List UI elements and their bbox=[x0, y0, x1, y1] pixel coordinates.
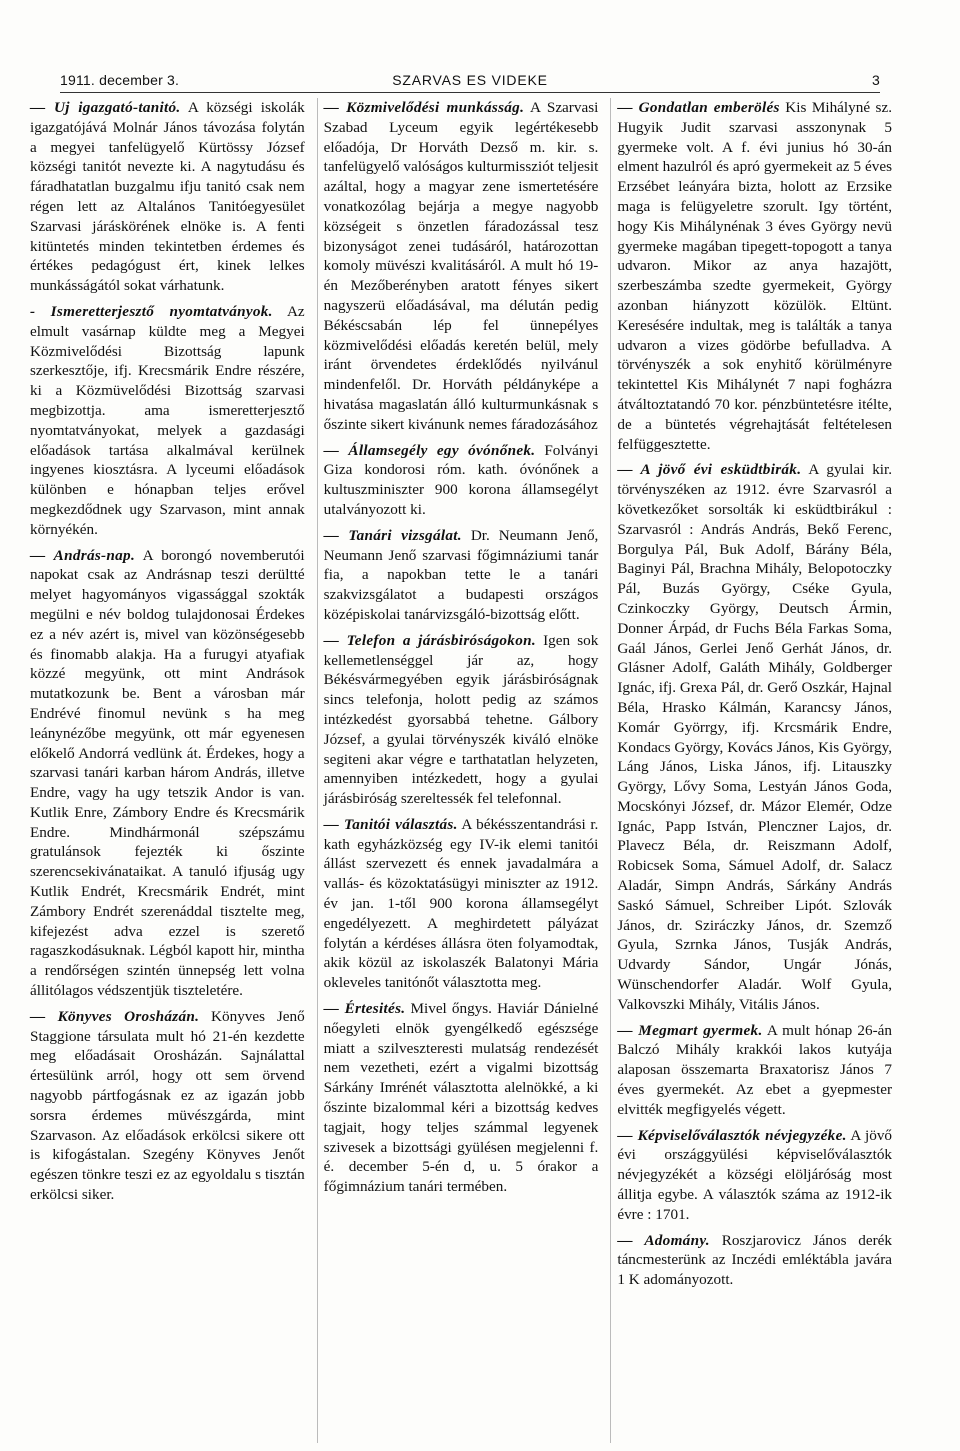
article bbox=[324, 631, 599, 809]
article bbox=[324, 815, 599, 993]
article bbox=[324, 441, 599, 520]
article-headline: — András-nap. bbox=[30, 546, 136, 564]
article-headline: — Államsegély egy óvónőnek. bbox=[323, 441, 536, 459]
page-header bbox=[60, 68, 880, 93]
article-headline: — A jövő évi esküdtbirák. bbox=[617, 461, 802, 479]
article-body: Az elmult vasárnap küldte meg a Megyei Közmivelődési Bizottság lapunk szerkesztője, ifj. Krecsmárik Endre részére, ki a Közmüvelődési Bizottság szarvasi megbizottja. ama ismeretterjesztő nyomtatványokat, melyek a gazdasági előadások tartása alkalmával kerülnek ingyenes kiosztásra. A lyceumi előadások különben e hónapban teljes erővel megkezdődnek ugy Szarvason, mint annak környékén. bbox=[30, 302, 305, 538]
article-headline: — Adomány. bbox=[617, 1231, 710, 1249]
article bbox=[30, 1007, 305, 1205]
page-number: 3 bbox=[872, 72, 880, 88]
article bbox=[617, 98, 892, 454]
article-body: A borongó novemberutói napokat csak az Andrásnap teszi derültté melyet hagyományos vigassággal szokták megülni e név boldog tulajdonosai Érdekes ez a név azért is, mivel van közönségesebb és finomabb alakja. Ha a furugyi atyafiak közzé megyünk, ott mint Andrások mutatkozunk be. Bent a városban már Endrévé finomul nevünk s ha meg leánynézőbe megyünk, ott már egyenesen előkelő Andorrá vedlünk át. Érdekes, hogy a szarvasi tanári karban három András, illetve Endre, vagy ha ugy tetszik Andor is van. Kutlik Enre, Zámbory Endre és Krecsmárik Endre. Mindhármonál szépszámu gratulánsok fejezték ki őszinte szerencsekivánataikat. A tanuló ifjuság ugy Kutlik Endrét, Krecsmárik Endrét, mint Zámbory Endrét szerenáddal tisztelte meg, kifejezést adva ezzel is szerető ragaszkodásuknak. Légból kapott hir, mintha a rendőrségen szintén ünnepség lett volna állitólagos védszentjük tiszteletére. bbox=[30, 546, 305, 1000]
publication-title: SZARVAS ES VIDEKE bbox=[392, 72, 548, 88]
article-columns bbox=[30, 98, 892, 1443]
column-2 bbox=[317, 98, 599, 1443]
article-body: A községi iskolák igazgatójává Molnár János távozása folytán a megyei tanfelügyelő Kürtössy József községi tanitót nevezte ki. A nagytudásu és fáradhatatlan buzgalmu ifju tanitó csak nem régen lett az Altalános Tanitóegyesület Szarvasi járáskörének elnöke is. A fenti kitüntetés minden tekintetben érdemes és értékes pedagógust ért, kinek lelkes munkásságától sokat várhatunk. bbox=[30, 99, 305, 295]
article bbox=[617, 1126, 892, 1225]
article-headline: — Könyves Orosházán. bbox=[30, 1007, 200, 1025]
article-body: Kis Mihályné sz. Hugyik Judit szarvasi asszonynak 5 gyermeke volt. A f. évi junius hó 30-án elment hazulról és apró gyermekeit az 5 éves Erzsébet leányára bizta, holott az Erzsike maga is felügyeletre szorult. Igy történt, hogy Kis Mihálynénak 3 éves György nevü gyermeke magában tipegett-topogott a tanya udvaron. Mikor az anya hazajött, szerbeszámba szedte gyermekeit, György azonban hiányzott közülök. Eltünt. Keresésére indultak, meg is találták a tanya udvaron a vizes gödörbe befulladva. A törvényszék a sok enyhitő körülményre tekintettel Kis Mihálynét 7 napi fogházra átváltoztatandó 70 kor. pénzbüntetésre itélte, de a büntetés végrehajtását feltételesen felfüggesztette. bbox=[617, 99, 893, 453]
article-headline: — Telefon a járásbiróságokon. bbox=[323, 631, 536, 649]
article-body: Roszjarovicz János derék táncmesterünk az Inczédi emléktábla javára 1 K adományozott. bbox=[617, 1231, 893, 1289]
issue-date: 1911. december 3. bbox=[60, 72, 180, 88]
article-headline: — Közmivelődési munkásság. bbox=[323, 99, 525, 116]
article bbox=[617, 1021, 892, 1120]
column-1 bbox=[30, 98, 305, 1443]
article bbox=[617, 460, 892, 1014]
article-headline: — Képviselőválasztók névjegyzéke. bbox=[617, 1126, 847, 1144]
article-body: A Szarvasi Szabad Lyceum egyik legértékesebb előadója, Dr Horváth Dezső m. kir. s. tanfelügyelő valóságos kulturmissziót teljesit azáltal, hogy a magyar zene ismertetésére vonatkozólag bejárja a megye nagyobb községeit s önzetlen fáradozással tesz bizonyságot zenei tudásáról, határozottan komoly müvészi kvalitásáról. A mult hó 19-én Mezőberényben aratott fényes sikert nagyszerü előadásával, ma délután pedig Békéscsabán lép fel ünnepélyes közmivelődési előadás keretén belül, mely iránt örvendetes érdeklődés nyilvánul mindenfelől. Dr. Horváth példányképe a hivatása magaslatán álló kulturmunkásnak s őszinte sikert kivánunk nemes fáradozásához bbox=[323, 99, 599, 433]
article-body: Dr. Neumann Jenő, Neumann Jenő szarvasi főgimnáziumi tanár fia, a napokban tette le a tanári szakvizsgálatot a budapesti országos középiskolai tanárvizsgáló-bizottság előtt. bbox=[323, 526, 599, 623]
article-headline: — Tanitói választás. bbox=[323, 815, 458, 833]
article-body: A gyulai kir. törvényszéken az 1912. évre Szarvasról a következőket sorsolták ki esküdtbirákul : Szarvasról : András András, Bekő Ferenc, Borgulya Pál, Buk Adolf, Bárány Béla, Baginyi Pál, Brachna Mihály, Belopotoczky Pál, Buzás György, Cséke Gyula, Czinkoczky György, Deutsch Ármin, Donner Árpád, dr Fuchs Béla Farkas Soma, Gaál János, Gerlei Jenő Gerhát János, dr. Glásner Adolf, Galáth Mihály, Goldberger Ignác, ifj. Grexa Pál, dr. Gerő Oszkár, Hajnal Béla, Hrasko Kálmán, Karancsy János, Komár Györrgy, ifj. Krcsmárik Endre, Kondacs György, Kovács János, Kis György, Láng János, Liska János, ifj. Litauszky György, Lővy Soma, Lestyán János Goda, Mocskónyi József, dr. Mázor Elemér, Odze Ignác, Papp István, Plenczner Lajos, dr. Plavecz Béla, dr. Reiszmann Adolf, Robicsek Soma, Sámuel Adolf, dr. Salacz Aladár, Simpn András, Sárkány András Saskó Sámuel, Schreiber Lipót. Szlovák János, dr. Sziráczky János, dr. Szemző Gyula, Szrnka János, Tusják András, Udvardy Sándor, Ungár Jónás, Wünschendorfer Aladár. Wolf Gyula, Valkovszki Mihály, Vitális János. bbox=[617, 461, 893, 1013]
article bbox=[30, 98, 305, 296]
article bbox=[30, 546, 305, 1001]
article-headline: — Tanári vizsgálat. bbox=[323, 526, 462, 544]
article-body: Igen sok kellemetlenséggel jár az, hogy Békésvármegyében egyik járásbiróságnak sincs telefonja, holott pedig az számos intézkedést gyorsabbá tehetne. Gálbory József, a gyulai törvényszék kiváló elnöke segiteni akar végre e tarthatatlan helyzeten, amennyiben intézkedett, hogy a gyulai járásbiróság szereltessék fel telefonnal. bbox=[323, 631, 599, 808]
article bbox=[324, 999, 599, 1197]
article-body: Folványi Giza kondorosi róm. kath. óvónőnek a kultuszminiszter 900 korona államsegélyt utalványozott ki. bbox=[323, 441, 599, 518]
article-headline: — Megmart gyermek. bbox=[617, 1021, 763, 1039]
article bbox=[324, 98, 599, 435]
article-body: A jövő évi országgyülési képviselőválasztók névjegyzékét a községi elöljáróság most állitja egybe. A választók száma az 1912-ik évre : 1701. bbox=[617, 1126, 893, 1223]
column-3 bbox=[610, 98, 892, 1443]
article-body: Mivel őngys. Haviár Dánielné nőegyleti elnök gyengélkedő egészsége miatt a szilveszteresti mulatság rendezését nem vezetheti, ezért a vigalmi bizottság Sárkány Imrénét választotta alelnökké, a ki őszinte bizalommal kéri a bizottság kedves tagjait, hogy teljes számmal legyenek szivesek a bizottsági gyülésen megjelenni f. é. december 5-én d, u. 5 órakor a főgimnázium tanári termében. bbox=[323, 1000, 599, 1196]
article-body: A mult hónap 26-án Balczó Mihály krakkói lakos kutyája alaposan összemarta Braxatorisz János 7 éves gyermekét. Az ebet a gyepmester elvitték megfigyelés végett. bbox=[617, 1021, 893, 1118]
article-headline: — Értesités. bbox=[323, 1000, 406, 1018]
article-headline: — Gondatlan emberölés bbox=[617, 99, 780, 116]
article bbox=[30, 302, 305, 540]
article-body: A békésszentandrási r. kath egyházközség egy IV-ik elemi tanitói állást szervezett és ennek javadalmára a vallás- és közoktatásügyi miniszter az 1912. év jan. 1-től 900 korona államsegélyt engedélyezett. A meghirdetett pályázat folytán a kérdéses állásra öten folyamodtak, akik közül az iskolaszék Balatonyi Mária okleveles tanitónőt választotta meg. bbox=[323, 815, 599, 992]
article-body: Könyves Jenő Staggione társulata mult hó 21-én kezdette meg előadásait Orosházán. Sajnálattal értesülünk arról, hogy ott sem örvend nagyobb pártfogásnak ez az igazán jobb sorsra érdemes müvészgárda, mint Szarvason. Az előadások erkölcsi sikere ott is kifogástalan. Szegény Könyves Jenőt egészen tönkre teszi ez az egyoldalu s tisztán erkölcsi siker. bbox=[30, 1007, 305, 1204]
article bbox=[617, 1231, 892, 1290]
article bbox=[324, 526, 599, 625]
article-headline: - Ismeretterjesztő nyomtatványok. bbox=[30, 302, 273, 320]
article-headline: — Uj igazgató-tanitó. bbox=[30, 99, 181, 116]
